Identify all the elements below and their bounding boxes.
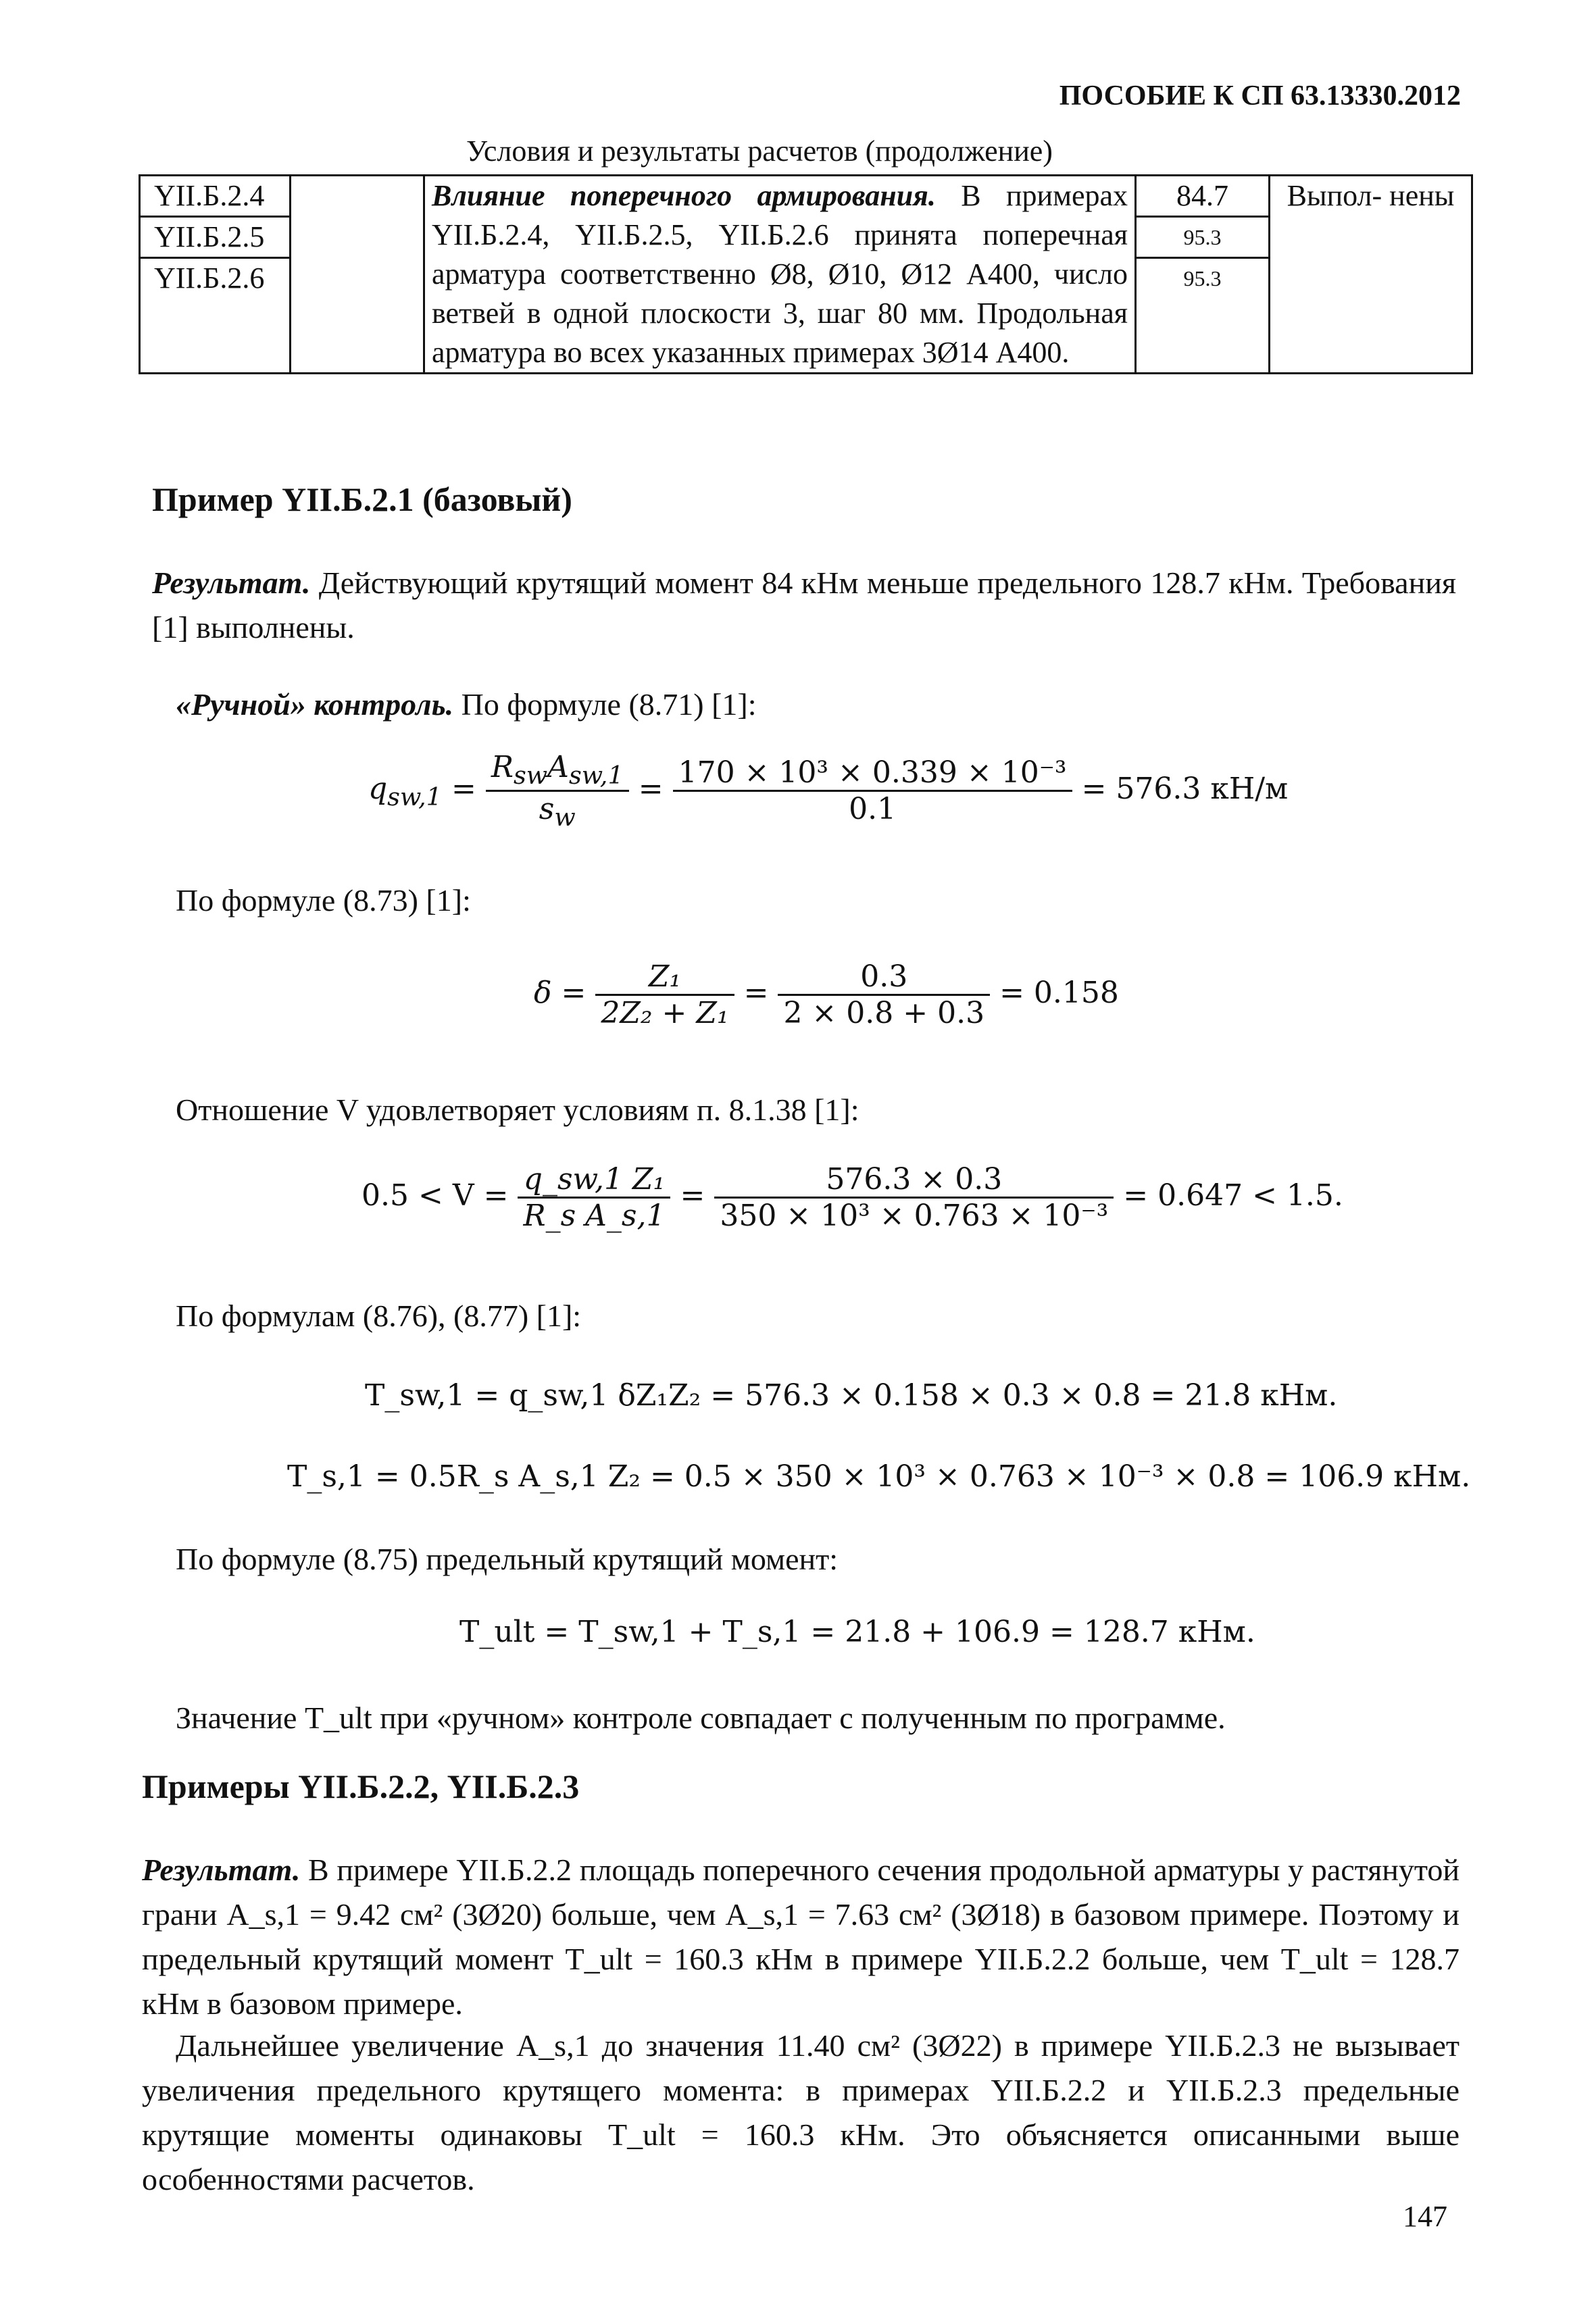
running-header: ПОСОБИЕ К СП 63.13330.2012 xyxy=(1059,80,1461,111)
f1-den-sub: w xyxy=(554,802,576,832)
table-row xyxy=(140,176,1472,374)
manual-paragraph xyxy=(176,682,1460,727)
value-cell xyxy=(1136,176,1270,374)
f1-num: 170 × 10³ × 0.339 × 10⁻³ xyxy=(673,755,1072,792)
f2-den: 2Z₂ + Z₁ xyxy=(601,996,729,1030)
result-label: Результат. xyxy=(142,1853,301,1887)
f1-num2-sub: sw,1 xyxy=(568,760,624,790)
description-title: Влияние поперечного армирования. xyxy=(432,179,936,212)
text-line: По формуле (8.75) предельный крутящий момент: xyxy=(176,1542,839,1576)
result-text: В примере YII.Б.2.2 площадь поперечного сечения продольной арматуры у растянутой грани A_s,1 = 9.42 см² (3Ø20) больше, чем A_s,1 = 7.63 см² (3Ø18) в базовом примере. Поэтому и предельный крутящий момент T_ult = 160.3 кНм в примере YII.Б.2.2 больше, чем T_ult = 128.7 кНм в базовом примере. xyxy=(142,1853,1460,2021)
empty-cell xyxy=(291,176,424,374)
value: 95.3 xyxy=(1183,266,1222,291)
example-id: YII.Б.2.4 xyxy=(141,176,289,218)
f3-lhs: 0.5 < V = xyxy=(361,1178,509,1213)
f3-den2: 350 × 10³ × 0.763 × 10⁻³ xyxy=(720,1199,1109,1233)
example-id: YII.Б.2.6 xyxy=(154,261,265,295)
formula-8-76: T_sw,1 = q_sw,1 δZ₁Z₂ = 576.3 × 0.158 × 0.3 × 0.8 = 21.8 кНм. xyxy=(365,1378,1338,1413)
result-label: Результат. xyxy=(152,565,311,600)
f3-rhs: = 0.647 < 1.5. xyxy=(1123,1178,1343,1213)
fraction xyxy=(673,755,1072,826)
text-line: По формуле (8.73) [1]: xyxy=(176,883,471,917)
text-line: Значение T_ult при «ручном» контроле совпадает с полученным по программе. xyxy=(176,1701,1226,1735)
f2-lhs: δ = xyxy=(534,976,587,1010)
fraction xyxy=(778,959,990,1030)
result-paragraph xyxy=(152,561,1456,650)
table-caption: Условия и результаты расчетов (продолжение) xyxy=(466,134,1053,168)
f1-num1-sub: sw xyxy=(513,760,548,790)
f1-lhs: q xyxy=(368,771,388,806)
example-heading: Примеры YII.Б.2.2, YII.Б.2.3 xyxy=(142,1767,580,1805)
example-id: YII.Б.2.5 xyxy=(141,218,289,259)
f1-num1: R xyxy=(491,750,514,784)
f2-den2: 2 × 0.8 + 0.3 xyxy=(783,996,985,1030)
formula-8-75: T_ult = T_sw,1 + T_s,1 = 21.8 + 106.9 = 128.7 кНм. xyxy=(459,1615,1255,1649)
f2-num: Z₁ xyxy=(648,959,682,994)
result-cell: Выпол- нены xyxy=(1270,176,1472,374)
result-text: Действующий крутящий момент 84 кНм меньше предельного 128.7 кНм. Требования [1] выполнены. xyxy=(152,565,1456,645)
fraction xyxy=(714,1162,1114,1233)
fraction xyxy=(595,959,734,1030)
f2-num2: 0.3 xyxy=(778,959,990,996)
text-paragraph: Дальнейшее увеличение A_s,1 до значения 11.40 см² (3Ø22) в примере YII.Б.2.3 не вызывает увеличения предельного крутящего момента: в примерах YII.Б.2.2 и YII.Б.2.3 предельные крутящие моменты одинаковы T_ult = 160.3 кНм. Это объясняется описанными выше особенностями расчетов. xyxy=(142,2028,1460,2196)
manual-text: По формуле (8.71) [1]: xyxy=(453,687,757,722)
f1-den: s xyxy=(539,791,555,826)
description-cell xyxy=(424,176,1136,374)
f1-den2: 0.1 xyxy=(849,791,897,826)
conditions-table xyxy=(139,174,1473,374)
text-line: По формулам (8.76), (8.77) [1]: xyxy=(176,1299,582,1333)
f3-num: q_sw,1 Z₁ xyxy=(523,1162,666,1197)
description-body: В примерах YII.Б.2.4, YII.Б.2.5, YII.Б.2.6 принята поперечная арматура соответственно Ø8, Ø10, Ø12 А400, число ветвей в одной плоскости 3, шаг 80 мм. Продольная арматура во всех указанных примерах 3Ø14 А400. xyxy=(432,179,1128,369)
fraction xyxy=(518,1162,670,1233)
manual-label: «Ручной» контроль. xyxy=(176,687,454,722)
example-id-cell xyxy=(140,176,291,374)
formula-8-77: T_s,1 = 0.5R_s A_s,1 Z₂ = 0.5 × 350 × 10³ × 0.763 × 10⁻³ × 0.8 = 106.9 кНм. xyxy=(287,1459,1471,1494)
formula-8-71: $q_{sw,1}$ = $\frac{R_{sw}A_{sw,1}}{s_w}$ = $\frac{\text{170 × 10³ × 0.339 × 10⁻³}}{0.1}$ = 576.3 кН/м xyxy=(368,750,1289,832)
formula-ratio: 0.5 < V = $\frac{\text{q\_sw,1 Z₁}}{\text{R\_s A\_s,1}}$ = $\frac{576.3 \times 0.3}{\text{350 × 10³ × 0.763 × 10⁻³}}$ = 0.647 < 1.5. xyxy=(361,1162,1343,1233)
f3-den: R_s A_s,1 xyxy=(523,1199,666,1233)
fraction xyxy=(486,750,629,832)
f1-lhs-sub: sw,1 xyxy=(387,782,442,811)
value: 84.7 xyxy=(1137,176,1268,218)
f1-rhs: = 576.3 кН/м xyxy=(1081,771,1289,806)
example-heading: Пример YII.Б.2.1 (базовый) xyxy=(152,480,572,518)
result-paragraph xyxy=(142,1848,1460,2026)
formula-8-73: δ = $\frac{\text{Z₁}}{\text{2Z₂ + Z₁}}$ = $\frac{0.3}{2 \times 0.8 + 0.3}$ = 0.158 xyxy=(534,959,1119,1030)
page-number: 147 xyxy=(1403,2200,1447,2233)
value: 95.3 xyxy=(1137,218,1268,259)
f3-num2: 576.3 × 0.3 xyxy=(714,1162,1114,1199)
f2-rhs: = 0.158 xyxy=(999,976,1119,1010)
text-line: Отношение V удовлетворяет условиям п. 8.1.38 [1]: xyxy=(176,1092,859,1127)
f1-num2: A xyxy=(547,750,569,784)
